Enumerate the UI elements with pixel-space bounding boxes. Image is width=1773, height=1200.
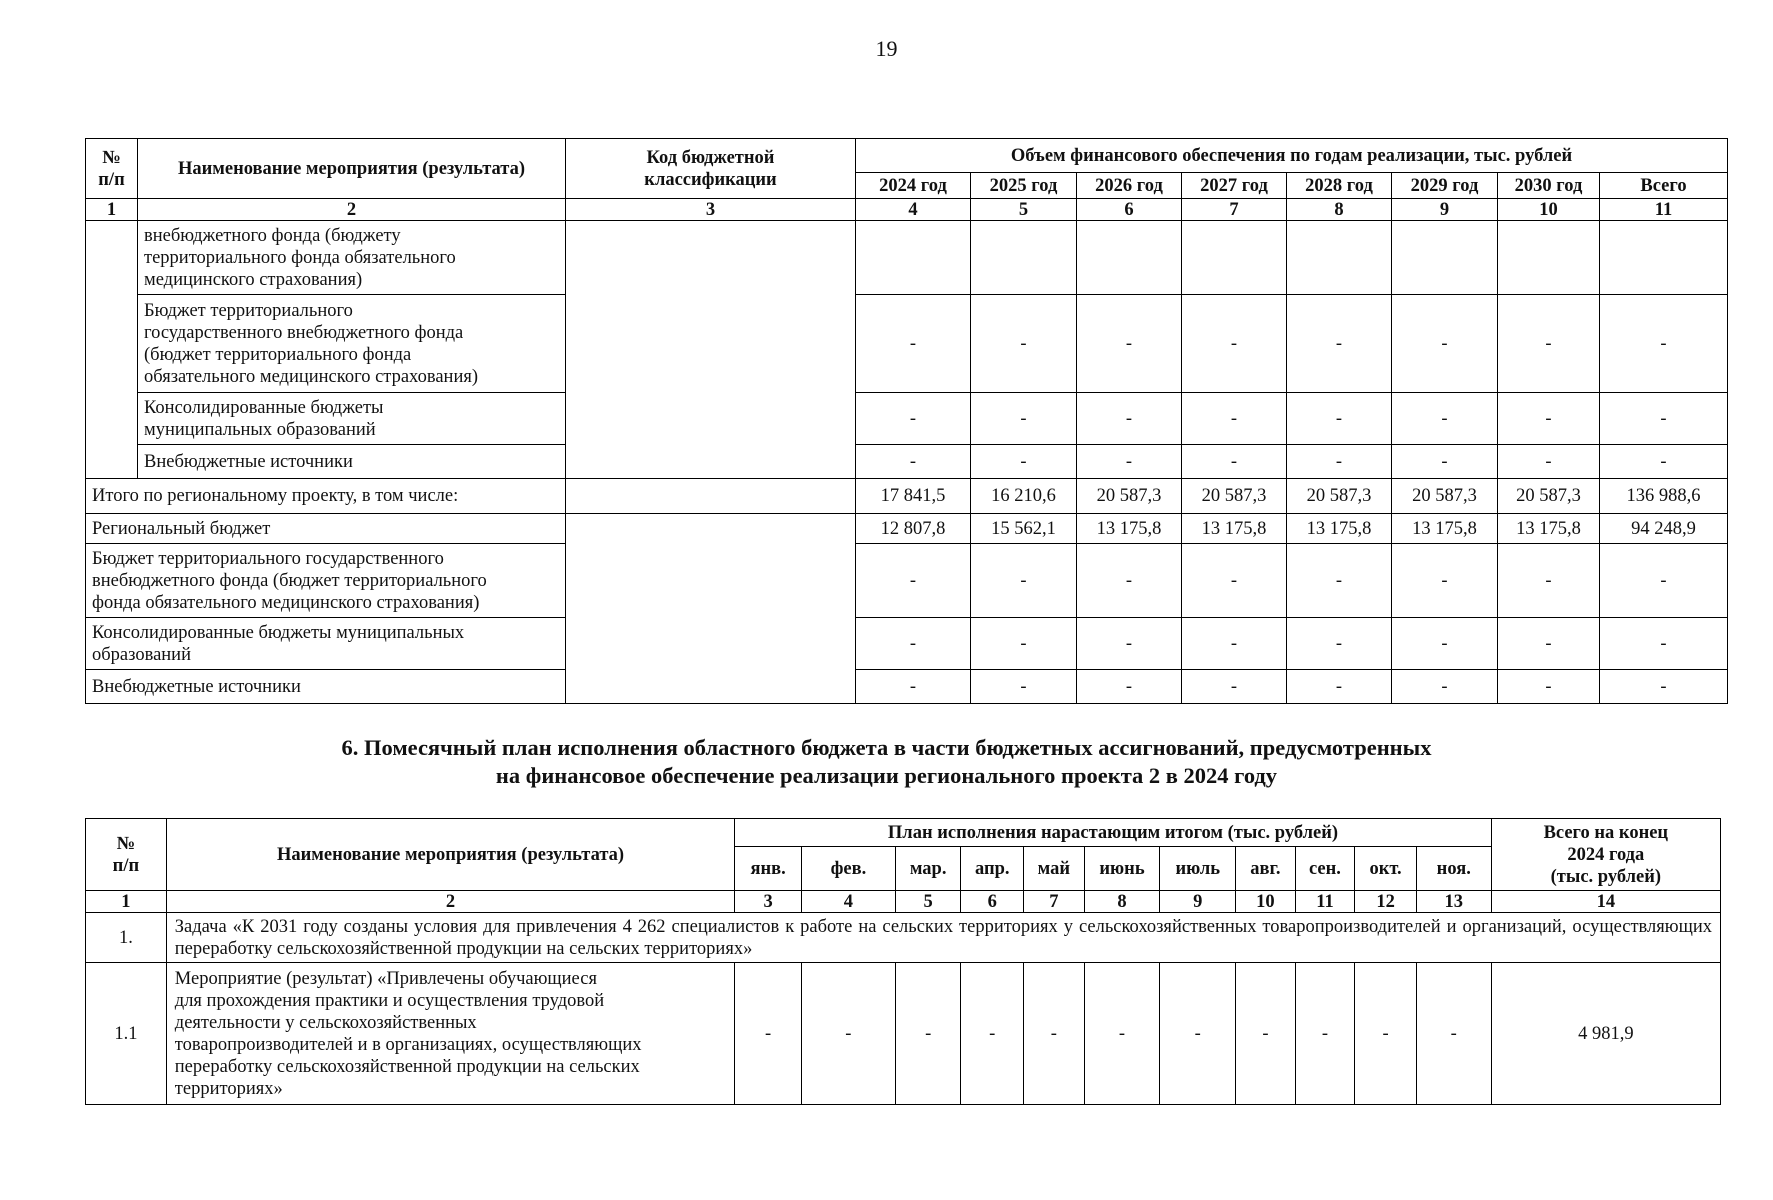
- col-num-header: № п/п: [86, 819, 167, 891]
- value-cell: -: [1498, 445, 1600, 479]
- value-cell: -: [1182, 393, 1287, 445]
- value-cell: -: [971, 393, 1077, 445]
- value-cell: 136 988,6: [1600, 479, 1728, 514]
- value-cell: -: [1024, 963, 1085, 1105]
- value-cell: 13 175,8: [1392, 514, 1498, 544]
- value-cell: -: [1498, 295, 1600, 393]
- activity-total: 4 981,9: [1491, 963, 1720, 1105]
- value-cell: -: [1287, 670, 1392, 704]
- header-row: [86, 139, 1728, 173]
- value-cell: -: [1077, 670, 1182, 704]
- row-name: внебюджетного фонда (бюджету территориального фонда обязательного медицинского страхования): [138, 221, 566, 295]
- index-cell: 6: [1077, 199, 1182, 221]
- index-row: [86, 891, 1721, 913]
- row-name: Бюджет территориального государственного внебюджетного фонда (бюджет территориального фонда обязательного медицинского страхования): [138, 295, 566, 393]
- value-cell: -: [856, 544, 971, 618]
- index-cell: 8: [1084, 891, 1160, 913]
- value-cell: -: [1077, 618, 1182, 670]
- col-code-header: Код бюджетной классификации: [566, 139, 856, 199]
- value-cell: -: [1287, 295, 1392, 393]
- value-cell: -: [1160, 963, 1236, 1105]
- value-cell: -: [1392, 393, 1498, 445]
- value-cell: 16 210,6: [971, 479, 1077, 514]
- value-cell: -: [1600, 295, 1728, 393]
- row-name: Консолидированные бюджеты муниципальных образований: [138, 393, 566, 445]
- value-cell: -: [895, 963, 961, 1105]
- value-cell: -: [856, 670, 971, 704]
- year-header: 2027 год: [1182, 173, 1287, 199]
- value-cell: [1392, 221, 1498, 295]
- value-cell: -: [1295, 963, 1355, 1105]
- total-header: Всего: [1600, 173, 1728, 199]
- task-text: Задача «К 2031 году созданы условия для привлечения 4 262 специалистов к работе на сельских территориях у сельскохозяйственных товаропроизводителей и организаций, осуществляющих переработку сельскохозяйственной продукции на сельских территориях»: [166, 913, 1720, 963]
- value-cell: -: [856, 445, 971, 479]
- month-header: авг.: [1236, 847, 1296, 891]
- value-cell: -: [1498, 393, 1600, 445]
- year-header: 2024 год: [856, 173, 971, 199]
- value-cell: -: [1084, 963, 1160, 1105]
- section-title-line1: 6. Помесячный план исполнения областного бюджета в части бюджетных ассигнований, предусмотренных: [341, 735, 1432, 760]
- year-header: 2026 год: [1077, 173, 1182, 199]
- value-cell: -: [1182, 295, 1287, 393]
- empty-num-cell: [86, 221, 138, 479]
- value-cell: -: [1392, 670, 1498, 704]
- index-cell: 11: [1295, 891, 1355, 913]
- value-cell: -: [1077, 393, 1182, 445]
- value-cell: [1182, 221, 1287, 295]
- value-cell: -: [1600, 670, 1728, 704]
- index-row: [86, 199, 1728, 221]
- activity-row: [86, 963, 1721, 1105]
- value-cell: -: [1498, 618, 1600, 670]
- table-row: [86, 393, 1728, 445]
- value-cell: [1498, 221, 1600, 295]
- index-cell: 11: [1600, 199, 1728, 221]
- value-cell: 94 248,9: [1600, 514, 1728, 544]
- year-header: 2025 год: [971, 173, 1077, 199]
- month-header: май: [1024, 847, 1085, 891]
- row-name: Бюджет территориального государственного внебюджетного фонда (бюджет территориального фонда обязательного медицинского страхования): [86, 544, 566, 618]
- table-row: [86, 445, 1728, 479]
- activity-name: Мероприятие (результат) «Привлечены обучающиеся для прохождения практики и осуществления трудовой деятельности у сельскохозяйственных товаропроизводителей и в организациях, осуществляющих переработку сельскохозяйственной продукции на сельских территориях»: [166, 963, 735, 1105]
- index-cell: 4: [801, 891, 895, 913]
- index-cell: 10: [1236, 891, 1296, 913]
- value-cell: -: [856, 393, 971, 445]
- value-cell: -: [1355, 963, 1417, 1105]
- year-header: 2030 год: [1498, 173, 1600, 199]
- value-cell: 13 175,8: [1182, 514, 1287, 544]
- value-cell: -: [1600, 618, 1728, 670]
- value-cell: -: [971, 295, 1077, 393]
- col-name-header: Наименование мероприятия (результата): [166, 819, 735, 891]
- month-header: апр.: [961, 847, 1024, 891]
- plan-header: План исполнения нарастающим итогом (тыс. рублей): [735, 819, 1491, 847]
- value-cell: 20 587,3: [1287, 479, 1392, 514]
- empty-code-cell: [566, 221, 856, 479]
- index-cell: 14: [1491, 891, 1720, 913]
- year-header: 2029 год: [1392, 173, 1498, 199]
- value-cell: 20 587,3: [1182, 479, 1287, 514]
- empty-code-cell: [566, 479, 856, 514]
- value-cell: -: [971, 670, 1077, 704]
- value-cell: -: [1392, 295, 1498, 393]
- value-cell: 12 807,8: [856, 514, 971, 544]
- value-cell: 20 587,3: [1392, 479, 1498, 514]
- index-cell: 1: [86, 891, 167, 913]
- month-header: фев.: [801, 847, 895, 891]
- index-cell: 9: [1392, 199, 1498, 221]
- value-cell: [971, 221, 1077, 295]
- month-header: мар.: [895, 847, 961, 891]
- value-cell: -: [1392, 618, 1498, 670]
- value-cell: -: [961, 963, 1024, 1105]
- value-cell: -: [1600, 544, 1728, 618]
- value-cell: -: [801, 963, 895, 1105]
- index-cell: 3: [735, 891, 802, 913]
- value-cell: -: [1077, 544, 1182, 618]
- value-cell: -: [1236, 963, 1296, 1105]
- month-header: июнь: [1084, 847, 1160, 891]
- value-cell: -: [1287, 393, 1392, 445]
- value-cell: -: [1077, 295, 1182, 393]
- value-cell: -: [1182, 618, 1287, 670]
- value-cell: -: [1498, 670, 1600, 704]
- value-cell: -: [1182, 670, 1287, 704]
- month-header: окт.: [1355, 847, 1417, 891]
- year-header: 2028 год: [1287, 173, 1392, 199]
- index-cell: 4: [856, 199, 971, 221]
- index-cell: 3: [566, 199, 856, 221]
- value-cell: -: [1287, 544, 1392, 618]
- table-row: [86, 221, 1728, 295]
- col-num-header: № п/п: [86, 139, 138, 199]
- row-name: Внебюджетные источники: [86, 670, 566, 704]
- activity-num: 1.1: [86, 963, 167, 1105]
- value-cell: [1077, 221, 1182, 295]
- row-name: Региональный бюджет: [86, 514, 566, 544]
- row-name: Консолидированные бюджеты муниципальных образований: [86, 618, 566, 670]
- value-cell: [856, 221, 971, 295]
- total-header: Всего на конец 2024 года (тыс. рублей): [1491, 819, 1720, 891]
- financing-table: [85, 138, 1728, 704]
- table-row: [86, 544, 1728, 618]
- value-cell: -: [1077, 445, 1182, 479]
- value-cell: 15 562,1: [971, 514, 1077, 544]
- value-cell: [1287, 221, 1392, 295]
- index-cell: 10: [1498, 199, 1600, 221]
- value-cell: -: [1498, 544, 1600, 618]
- value-cell: -: [1182, 445, 1287, 479]
- volume-header: Объем финансового обеспечения по годам реализации, тыс. рублей: [856, 139, 1728, 173]
- value-cell: -: [1600, 445, 1728, 479]
- value-cell: 20 587,3: [1077, 479, 1182, 514]
- value-cell: 17 841,5: [856, 479, 971, 514]
- value-cell: -: [735, 963, 802, 1105]
- value-cell: [1600, 221, 1728, 295]
- header-row: [86, 819, 1721, 847]
- row-name: Итого по региональному проекту, в том числе:: [86, 479, 566, 514]
- value-cell: 13 175,8: [1498, 514, 1600, 544]
- value-cell: -: [1416, 963, 1491, 1105]
- value-cell: -: [1392, 445, 1498, 479]
- value-cell: -: [971, 618, 1077, 670]
- monthly-plan-table: [85, 818, 1721, 1105]
- value-cell: -: [1182, 544, 1287, 618]
- index-cell: 7: [1024, 891, 1085, 913]
- table-row: [86, 295, 1728, 393]
- value-cell: 20 587,3: [1498, 479, 1600, 514]
- row-name: Внебюджетные источники: [138, 445, 566, 479]
- index-cell: 2: [166, 891, 735, 913]
- page-number: 19: [875, 36, 898, 61]
- table-row: [86, 618, 1728, 670]
- index-cell: 12: [1355, 891, 1417, 913]
- index-cell: 13: [1416, 891, 1491, 913]
- index-cell: 6: [961, 891, 1024, 913]
- value-cell: 13 175,8: [1287, 514, 1392, 544]
- value-cell: -: [1287, 618, 1392, 670]
- table-row: [86, 670, 1728, 704]
- value-cell: -: [971, 544, 1077, 618]
- month-header: июль: [1160, 847, 1236, 891]
- index-cell: 5: [895, 891, 961, 913]
- index-cell: 1: [86, 199, 138, 221]
- index-cell: 5: [971, 199, 1077, 221]
- empty-code-cell: [566, 514, 856, 704]
- month-header: сен.: [1295, 847, 1355, 891]
- value-cell: -: [971, 445, 1077, 479]
- value-cell: -: [856, 618, 971, 670]
- task-row: [86, 913, 1721, 963]
- section-title: [0, 734, 1773, 790]
- task-num: 1.: [86, 913, 167, 963]
- index-cell: 2: [138, 199, 566, 221]
- month-header: ноя.: [1416, 847, 1491, 891]
- value-cell: -: [1392, 544, 1498, 618]
- section-title-line2: на финансовое обеспечение реализации регионального проекта 2 в 2024 году: [495, 763, 1278, 788]
- value-cell: -: [856, 295, 971, 393]
- value-cell: -: [1287, 445, 1392, 479]
- month-header: янв.: [735, 847, 802, 891]
- index-cell: 7: [1182, 199, 1287, 221]
- total-row: [86, 479, 1728, 514]
- value-cell: -: [1600, 393, 1728, 445]
- col-name-header: Наименование мероприятия (результата): [138, 139, 566, 199]
- value-cell: 13 175,8: [1077, 514, 1182, 544]
- table-row: [86, 514, 1728, 544]
- index-cell: 8: [1287, 199, 1392, 221]
- index-cell: 9: [1160, 891, 1236, 913]
